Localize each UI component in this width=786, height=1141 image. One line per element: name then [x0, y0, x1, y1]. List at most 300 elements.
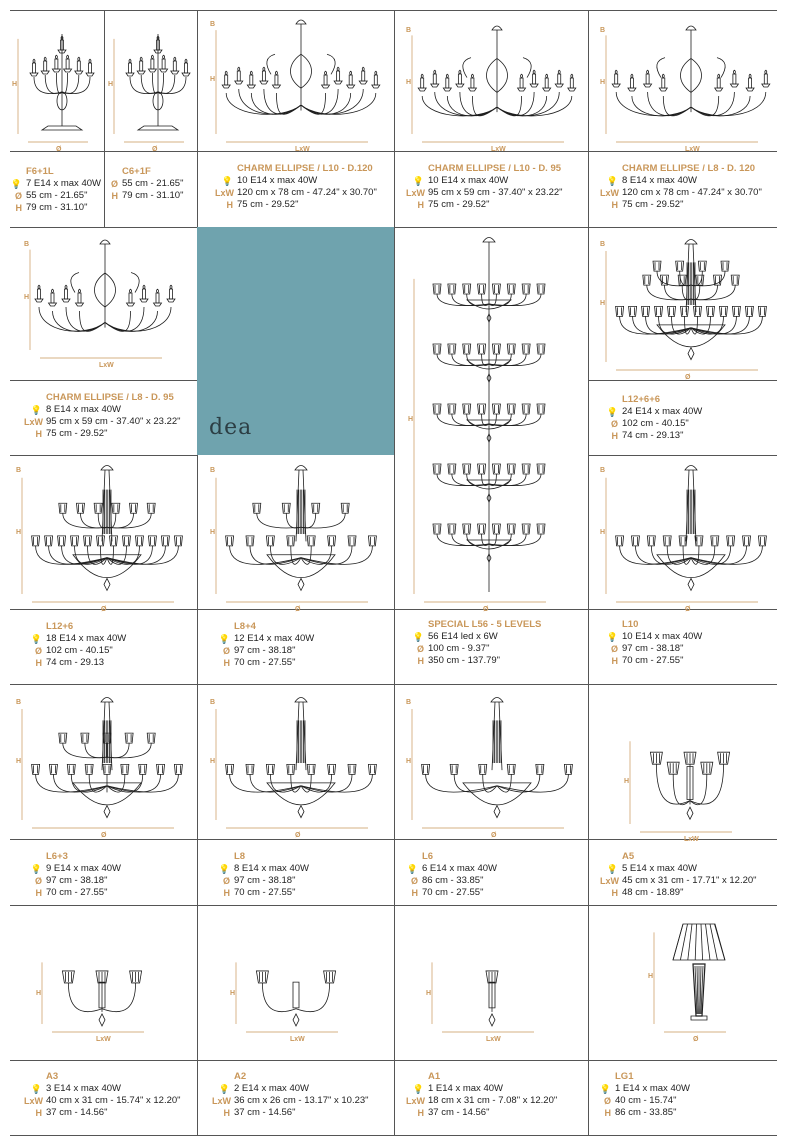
crystal-cup	[112, 503, 120, 513]
product-spec	[215, 163, 377, 211]
bobeche	[334, 81, 342, 84]
crystal-cup	[368, 764, 376, 774]
arm	[62, 73, 68, 93]
spec-row	[24, 404, 181, 416]
spec-row	[24, 645, 126, 657]
bobeche	[76, 303, 84, 306]
spec-row	[600, 418, 702, 430]
bobeche	[418, 88, 426, 91]
crystal-cup	[287, 536, 295, 546]
crystal-cup	[698, 261, 706, 271]
bobeche	[347, 85, 355, 88]
flame	[151, 55, 153, 59]
flame	[129, 59, 131, 63]
crystal-cup	[448, 344, 456, 354]
height-dimension-label: H	[230, 990, 236, 997]
chandelier-drawing	[600, 234, 772, 381]
flame	[140, 57, 142, 61]
spec-value: 74 cm - 29.13"	[622, 430, 684, 441]
wall-lamp-drawing	[36, 952, 158, 1043]
lxw-label: LxW	[406, 1096, 425, 1106]
crystal-cup	[147, 503, 155, 513]
candle	[646, 74, 649, 84]
table-lamp-drawing	[648, 918, 740, 1043]
crystal-cup	[226, 536, 234, 546]
arm	[497, 96, 572, 116]
spec-value: 9 E14 x max 40W	[46, 863, 121, 874]
crystal-cup	[522, 524, 530, 534]
spec-row	[600, 430, 702, 442]
diameter-dimension-label: Ø	[483, 606, 489, 613]
crystal-cup	[492, 464, 500, 474]
flame	[471, 74, 473, 78]
arm	[239, 89, 301, 114]
crystal-cup	[85, 764, 93, 774]
candle	[275, 75, 278, 85]
diameter-label: Ø	[416, 644, 424, 654]
arm	[105, 307, 144, 331]
crystal-cup	[348, 764, 356, 774]
height-label: H	[611, 656, 618, 666]
bobeche	[64, 69, 72, 72]
flame	[33, 59, 35, 63]
spec-row	[406, 199, 563, 211]
height-label: H	[611, 200, 618, 210]
crystal-cup	[448, 284, 456, 294]
bobeche	[154, 303, 162, 306]
arm	[497, 92, 534, 116]
arm	[262, 983, 296, 1012]
spec-value: 8 E14 x max 40W	[46, 404, 121, 415]
base-dimension-label: B	[16, 467, 22, 474]
grid-line	[394, 10, 395, 1136]
diameter-label: Ø	[110, 179, 118, 189]
spec-value: 24 E14 x max 40W	[622, 406, 703, 417]
bobeche	[52, 69, 60, 72]
candle	[38, 289, 41, 299]
spec-row	[600, 631, 702, 643]
product-title: CHARM ELLIPSE / L8 - D. 95	[46, 392, 174, 403]
arm	[673, 774, 690, 805]
spec-row	[406, 1095, 557, 1107]
spec-row	[212, 633, 314, 645]
candle	[237, 71, 240, 81]
crystal-cup	[564, 764, 572, 774]
diameter-label: Ø	[34, 646, 42, 656]
pendant	[104, 578, 110, 590]
crystal-cup	[307, 764, 315, 774]
crystal-cup	[266, 536, 274, 546]
product-title: L10	[622, 619, 639, 630]
canopy	[101, 466, 113, 471]
crystal-cup	[536, 764, 544, 774]
bobeche	[359, 81, 367, 84]
crystal-cup	[130, 503, 138, 513]
pendant	[688, 348, 694, 360]
crystal-cup	[109, 536, 117, 546]
diameter-label: Ø	[610, 419, 618, 429]
flame	[225, 71, 227, 75]
candle	[185, 63, 188, 73]
spec-row	[600, 655, 702, 667]
arm	[107, 743, 129, 758]
candle	[156, 293, 159, 303]
crystal-cup	[32, 536, 40, 546]
crystal-cup	[537, 464, 545, 474]
spec-row	[24, 1083, 181, 1095]
crystal-cup	[84, 536, 92, 546]
flame	[38, 285, 40, 289]
wall-lamp-drawing	[624, 728, 746, 843]
candle	[170, 289, 173, 299]
crystal-cup	[492, 344, 500, 354]
candle	[33, 63, 36, 73]
product-title: CHARM ELLIPSE / L10 - D. 95	[428, 163, 562, 174]
chandelier-drawing	[600, 460, 772, 613]
crystal-cup	[507, 344, 515, 354]
candle	[749, 78, 752, 88]
grid-line	[197, 10, 198, 1136]
backplate	[293, 982, 299, 1008]
spec-value: 10 E14 x max 40W	[428, 175, 509, 186]
chandelier-drawing	[108, 24, 198, 153]
candle	[78, 293, 81, 303]
canopy	[101, 698, 113, 703]
crystal-cup	[642, 306, 650, 316]
crystal-cup	[478, 404, 486, 414]
crystal-cup	[719, 306, 727, 316]
crystal-cup	[478, 524, 486, 534]
chandelier-drawing	[406, 20, 578, 153]
height-dimension-label: H	[600, 79, 606, 86]
product-title: CHARM ELLIPSE / L10 - D.120	[237, 163, 373, 174]
flame	[275, 71, 277, 75]
crystal-cup	[226, 764, 234, 774]
bulb-icon: 💡	[30, 864, 42, 874]
spec-value: 36 cm x 26 cm - 13.17" x 10.23"	[234, 1095, 369, 1106]
spec-row	[100, 190, 183, 202]
grid-line	[588, 380, 777, 381]
crystal-cup	[348, 536, 356, 546]
lxw-dimension-label: LxW	[290, 1036, 305, 1043]
flame	[337, 67, 339, 71]
pendant	[489, 1014, 495, 1026]
grid-line	[10, 455, 197, 456]
crystal-cup	[681, 306, 689, 316]
diameter-label: Ø	[222, 876, 230, 886]
crystal-cup	[59, 733, 67, 743]
crystal-cup	[253, 503, 261, 513]
crystal-cup	[537, 524, 545, 534]
flame	[521, 74, 523, 78]
arm	[53, 311, 106, 331]
height-dimension-label: H	[16, 529, 22, 536]
product-title: L6	[422, 851, 434, 862]
candle	[520, 78, 523, 88]
flame	[78, 57, 80, 61]
height-label: H	[611, 431, 618, 441]
crystal-cup	[246, 536, 254, 546]
crystal-cup	[616, 536, 624, 546]
flame	[662, 74, 664, 78]
flame	[174, 57, 176, 61]
crystal-cup	[522, 284, 530, 294]
height-label: H	[35, 658, 42, 668]
flame	[571, 74, 573, 78]
stem	[686, 470, 696, 541]
bobeche	[468, 88, 476, 91]
base-dimension-label: B	[600, 467, 606, 474]
spec-value: 5 E14 x max 40W	[622, 863, 697, 874]
spec-row	[212, 645, 314, 657]
spec-row	[212, 657, 314, 669]
bobeche	[431, 84, 439, 87]
bulb-icon: 💡	[599, 1084, 611, 1094]
spec-row	[215, 187, 377, 199]
crystal-cup	[266, 764, 274, 774]
bobeche	[628, 88, 636, 91]
canopy	[483, 238, 495, 243]
crystal-cup	[522, 344, 530, 354]
crystal-cup	[45, 536, 53, 546]
crystal-cup	[147, 733, 155, 743]
spec-value: 37 cm - 14.56"	[234, 1107, 296, 1118]
height-dimension-label: H	[16, 758, 22, 765]
product-spec	[212, 621, 314, 669]
canopy	[296, 20, 306, 24]
bobeche	[127, 303, 135, 306]
height-dimension-label: H	[210, 758, 216, 765]
spec-row	[4, 202, 101, 214]
crystal-cup	[758, 306, 766, 316]
lxw-label: LxW	[215, 188, 234, 198]
flame	[163, 55, 165, 59]
candle	[662, 78, 665, 88]
lxw-dimension-label: LxW	[486, 1036, 501, 1043]
spec-row	[600, 887, 757, 899]
product-spec	[24, 851, 121, 899]
flame	[546, 74, 548, 78]
spec-row	[212, 1107, 369, 1119]
spec-value: 70 cm - 27.55"	[234, 657, 296, 668]
bobeche	[62, 299, 70, 302]
diameter-dimension-label: Ø	[101, 832, 107, 839]
crystal-cup	[743, 536, 751, 546]
flame	[647, 70, 649, 74]
height-dimension-label: H	[108, 81, 114, 88]
height-label: H	[35, 888, 42, 898]
crystal-cup	[174, 536, 182, 546]
candle	[129, 293, 132, 303]
spec-value: 37 cm - 14.56"	[46, 1107, 108, 1118]
product-title: C6+1F	[122, 166, 151, 177]
diameter-dimension-label: Ø	[56, 146, 62, 153]
crystal-cup	[711, 536, 719, 546]
candle	[151, 59, 154, 69]
spec-value: 75 cm - 29.52"	[622, 199, 684, 210]
arm	[105, 311, 158, 331]
bobeche	[530, 84, 538, 87]
candle	[225, 75, 228, 85]
bobeche	[160, 69, 168, 72]
crystal-cup	[122, 536, 130, 546]
flame	[89, 59, 91, 63]
product-spec	[24, 1071, 181, 1119]
spec-value: 8 E14 x max 40W	[622, 175, 697, 186]
crystal-cup	[478, 344, 486, 354]
base	[42, 126, 82, 130]
spec-value: 7 E14 x max 40W	[26, 178, 101, 189]
spec-value: 40 cm - 15.74"	[615, 1095, 677, 1106]
flame	[55, 55, 57, 59]
spec-row	[600, 175, 762, 187]
bobeche	[443, 88, 451, 91]
bobeche	[137, 71, 145, 74]
bobeche	[555, 84, 563, 87]
flame	[157, 289, 159, 293]
bobeche	[35, 299, 43, 302]
lxw-label: LxW	[600, 876, 619, 886]
flame	[263, 67, 265, 71]
spec-row	[100, 178, 183, 190]
candle	[733, 74, 736, 84]
grid-line	[588, 10, 589, 1136]
arm	[68, 983, 102, 1012]
crystal-cup	[629, 306, 637, 316]
canopy	[686, 26, 696, 30]
crystal-cup	[139, 764, 147, 774]
bobeche	[730, 84, 738, 87]
arm	[257, 513, 301, 528]
crystal-cup	[731, 275, 739, 285]
spec-row	[406, 1107, 557, 1119]
grid-line	[10, 380, 197, 381]
candle	[324, 75, 327, 85]
arm	[39, 307, 105, 331]
shade-rib	[706, 924, 711, 960]
candle	[55, 59, 58, 69]
bulb-icon: 💡	[30, 634, 42, 644]
flame	[362, 67, 364, 71]
spec-row	[212, 1083, 369, 1095]
crystal-cup	[643, 275, 651, 285]
candle	[250, 75, 253, 85]
product-title: CHARM ELLIPSE / L8 - D. 120	[622, 163, 756, 174]
spec-row	[406, 631, 541, 643]
height-label: H	[111, 191, 118, 201]
crystal-cup	[492, 524, 500, 534]
bobeche	[659, 88, 667, 91]
product-title: LG1	[615, 1071, 634, 1082]
bulb-icon: 💡	[30, 1084, 42, 1094]
crystal-cup	[81, 733, 89, 743]
crystal-cup	[76, 503, 84, 513]
arm	[301, 513, 345, 528]
arm	[663, 96, 691, 116]
brand-logo: dea	[209, 415, 253, 440]
product-title: L8+4	[234, 621, 256, 632]
spec-value: 86 cm - 33.85"	[422, 875, 484, 886]
diameter-label: Ø	[14, 191, 22, 201]
spec-row	[4, 178, 101, 190]
bulb-icon: 💡	[412, 632, 424, 642]
canopy	[685, 466, 697, 471]
base-dimension-label: B	[210, 21, 216, 28]
spec-row	[406, 655, 541, 667]
lxw-label: LxW	[212, 1096, 231, 1106]
bobeche	[30, 73, 38, 76]
candle	[51, 293, 54, 303]
spec-value: 79 cm - 31.10"	[26, 202, 88, 213]
spec-value: 75 cm - 29.52"	[46, 428, 108, 439]
base-dimension-label: B	[210, 467, 216, 474]
crystal-cup	[433, 464, 441, 474]
candle	[89, 63, 92, 73]
product-title: L6+3	[46, 851, 68, 862]
candle	[630, 78, 633, 88]
arm	[460, 92, 497, 116]
canopy	[295, 698, 307, 703]
arm	[45, 75, 62, 93]
spec-row	[600, 875, 757, 887]
crystal-cup	[507, 284, 515, 294]
flame	[446, 74, 448, 78]
spec-row	[600, 187, 762, 199]
crystal-cup	[463, 284, 471, 294]
flame	[67, 55, 69, 59]
wall-lamp-drawing	[230, 952, 352, 1043]
base-dimension-label: B	[600, 27, 606, 34]
candle	[458, 74, 461, 84]
pendant	[99, 1014, 105, 1026]
height-dimension-label: H	[648, 973, 654, 980]
bobeche	[260, 81, 268, 84]
spec-value: 18 E14 x max 40W	[46, 633, 127, 644]
candle	[421, 78, 424, 88]
crystal-cup	[631, 536, 639, 546]
flame	[434, 70, 436, 74]
flame	[733, 70, 735, 74]
product-spec	[100, 166, 183, 202]
product-spec	[600, 394, 702, 442]
candle	[140, 61, 143, 71]
diameter-dimension-label: Ø	[152, 146, 158, 153]
flame	[615, 70, 617, 74]
product-title: L12+6+6	[622, 394, 661, 405]
candle	[349, 75, 352, 85]
canopy	[685, 240, 697, 245]
spec-value: 95 cm x 59 cm - 37.40" x 23.22"	[46, 416, 181, 427]
diameter-label: Ø	[222, 646, 230, 656]
crystal-cup	[463, 524, 471, 534]
spec-value: 95 cm x 59 cm - 37.40" x 23.22"	[428, 187, 563, 198]
lxw-dimension-label: LxW	[295, 146, 310, 153]
flame	[749, 74, 751, 78]
base-dimension-label: B	[24, 241, 30, 248]
crystal-cup	[125, 733, 133, 743]
bulb-icon: 💡	[412, 176, 424, 186]
pendant	[293, 1014, 299, 1026]
crystal-cup	[433, 284, 441, 294]
diameter-dimension-label: Ø	[101, 606, 107, 613]
spec-row	[215, 175, 377, 187]
arm	[616, 92, 691, 116]
flame	[718, 74, 720, 78]
crystal-cup	[312, 503, 320, 513]
crystal-cup	[103, 764, 111, 774]
spec-value: 120 cm x 78 cm - 47.24" x 30.70"	[622, 187, 762, 198]
crystal-cup	[121, 764, 129, 774]
